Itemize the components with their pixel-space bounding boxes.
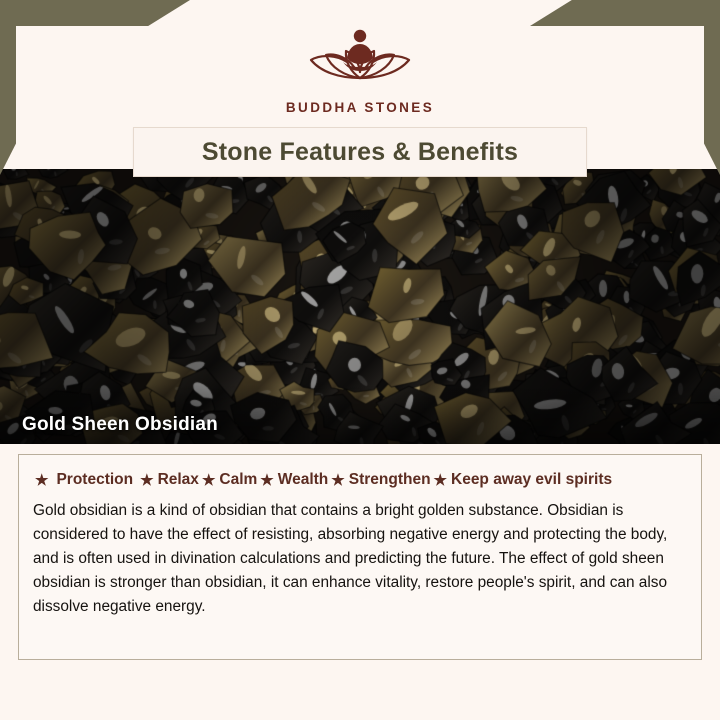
benefit-item xyxy=(199,471,257,489)
star-icon: ★ xyxy=(140,472,154,489)
brand-name: BUDDHA STONES xyxy=(285,100,435,115)
benefits-list xyxy=(35,471,687,489)
benefit-item xyxy=(328,471,430,489)
benefit-label: Calm xyxy=(219,471,258,488)
benefit-item xyxy=(137,471,199,489)
benefit-label: Keep away evil spirits xyxy=(451,471,613,488)
hero-image xyxy=(0,169,720,444)
page-title-text: Stone Features & Benefits xyxy=(201,137,519,166)
star-icon: ★ xyxy=(331,472,345,489)
info-panel xyxy=(18,454,702,660)
star-icon: ★ xyxy=(35,472,49,489)
benefit-item xyxy=(257,471,328,489)
benefit-item xyxy=(431,471,613,489)
stone-description: Gold obsidian is a kind of obsidian that contains a bright golden substance. Obsidian is considered to have the effect of resisting, absorbing negative energy and protecting the body, and is often used in divination calculations and predicting the future. The effect of gold sheen obsidian is stronger than obsidian, it can enhance vitality, restore people's spirit, and can also dissolve negative energy. xyxy=(33,502,668,615)
star-icon: ★ xyxy=(201,472,216,489)
benefit-label: Protection xyxy=(56,471,134,488)
benefit-item xyxy=(35,471,137,489)
hero-caption: Gold Sheen Obsidian xyxy=(22,414,218,435)
stone-photo-canvas xyxy=(0,169,720,444)
corner-accent-right-edge xyxy=(704,0,720,175)
benefit-label: Strengthen xyxy=(348,471,431,488)
benefit-label: Wealth xyxy=(277,471,329,488)
star-icon: ★ xyxy=(260,472,274,489)
benefit-label: Relax xyxy=(157,471,199,488)
corner-accent-left-edge xyxy=(0,0,16,175)
lotus-meditation-icon xyxy=(295,22,425,94)
star-icon: ★ xyxy=(433,472,447,489)
page-title xyxy=(133,127,587,177)
